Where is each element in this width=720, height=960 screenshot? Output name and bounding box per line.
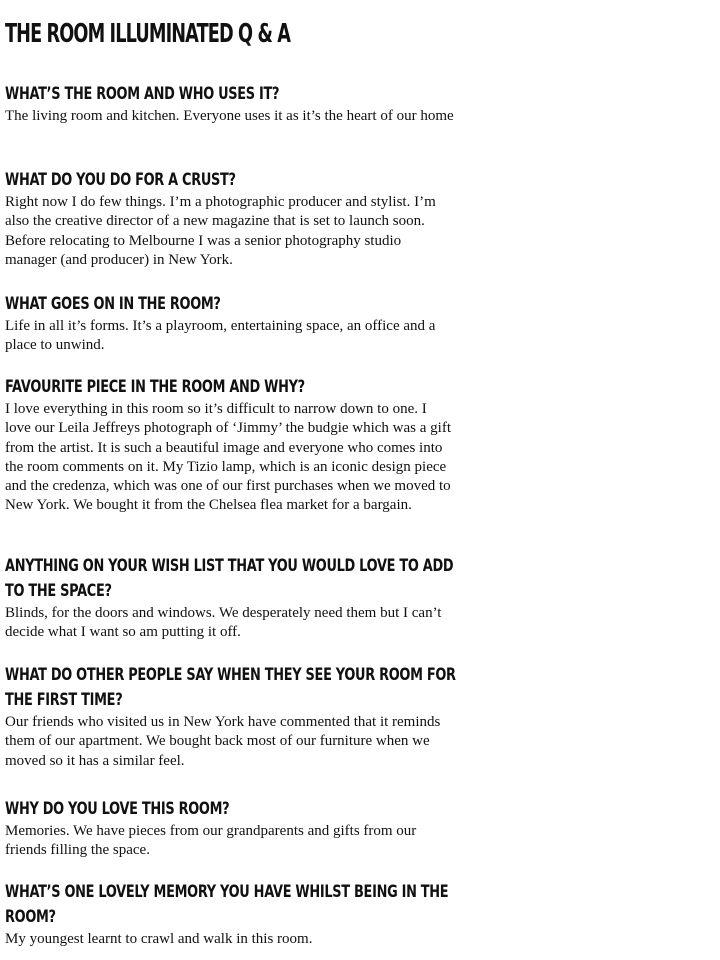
question: WHAT’S THE ROOM AND WHO USES IT?	[5, 84, 280, 104]
answer: Right now I do few things. I’m a photographic producer and stylist. I’m also the creative director of a new magazine that is set to launch soon. Before relocating to Melbourne I was a senior photography studio manager (and producer) in New York.	[5, 194, 436, 268]
answer: My youngest learnt to crawl and walk in this room.	[5, 931, 313, 947]
answer: Blinds, for the doors and windows. We desperately need them but I can’t decide what I want so am putting it off.	[5, 605, 442, 641]
answer: Life in all it’s forms. It’s a playroom, entertaining space, an office and a place to unwind.	[5, 318, 436, 354]
qa-item-love-room	[5, 797, 460, 861]
question: WHAT GOES ON IN THE ROOM?	[5, 294, 221, 314]
qa-item-room-users	[5, 82, 460, 126]
page-title: THE ROOM ILLUMINATED Q & A	[5, 19, 291, 49]
question: WHY DO YOU LOVE THIS ROOM?	[5, 799, 230, 819]
answer: I love everything in this room so it’s difficult to narrow down to one. I love our Leila Jeffreys photograph of ‘Jimmy’ the budgie which was a gift from the artist. It is such a beautiful image and everyone who comes into the room comments on it. My Tizio lamp, which is an iconic design piece and the credenza, which was one of our first purchases when we moved to New York. We bought it from the Chelsea flea market for a bargain.	[5, 401, 451, 514]
question: ANYTHING ON YOUR WISH LIST THAT YOU WOULD LOVE TO ADD TO THE SPACE?	[5, 556, 454, 601]
answer: Our friends who visited us in New York have commented that it reminds them of our apartment. We bought back most of our furniture when we moved so it has a similar feel.	[5, 714, 441, 769]
question: WHAT’S ONE LOVELY MEMORY YOU HAVE WHILST BEING IN THE ROOM?	[5, 882, 449, 927]
qa-item-lovely-memory	[5, 880, 460, 949]
answer: The living room and kitchen. Everyone uses it as it’s the heart of our home	[5, 108, 454, 124]
question: FAVOURITE PIECE IN THE ROOM AND WHY?	[5, 377, 305, 397]
question: WHAT DO OTHER PEOPLE SAY WHEN THEY SEE YOUR ROOM FOR THE FIRST TIME?	[5, 665, 456, 710]
qa-item-favourite-piece	[5, 375, 460, 516]
answer: Memories. We have pieces from our grandparents and gifts from our friends filling the space.	[5, 823, 417, 859]
qa-item-wish-list	[5, 554, 460, 643]
qa-item-first-impressions	[5, 663, 460, 771]
question: WHAT DO YOU DO FOR A CRUST?	[5, 170, 236, 190]
qa-item-room-activities	[5, 292, 460, 356]
qa-item-crust	[5, 168, 460, 270]
